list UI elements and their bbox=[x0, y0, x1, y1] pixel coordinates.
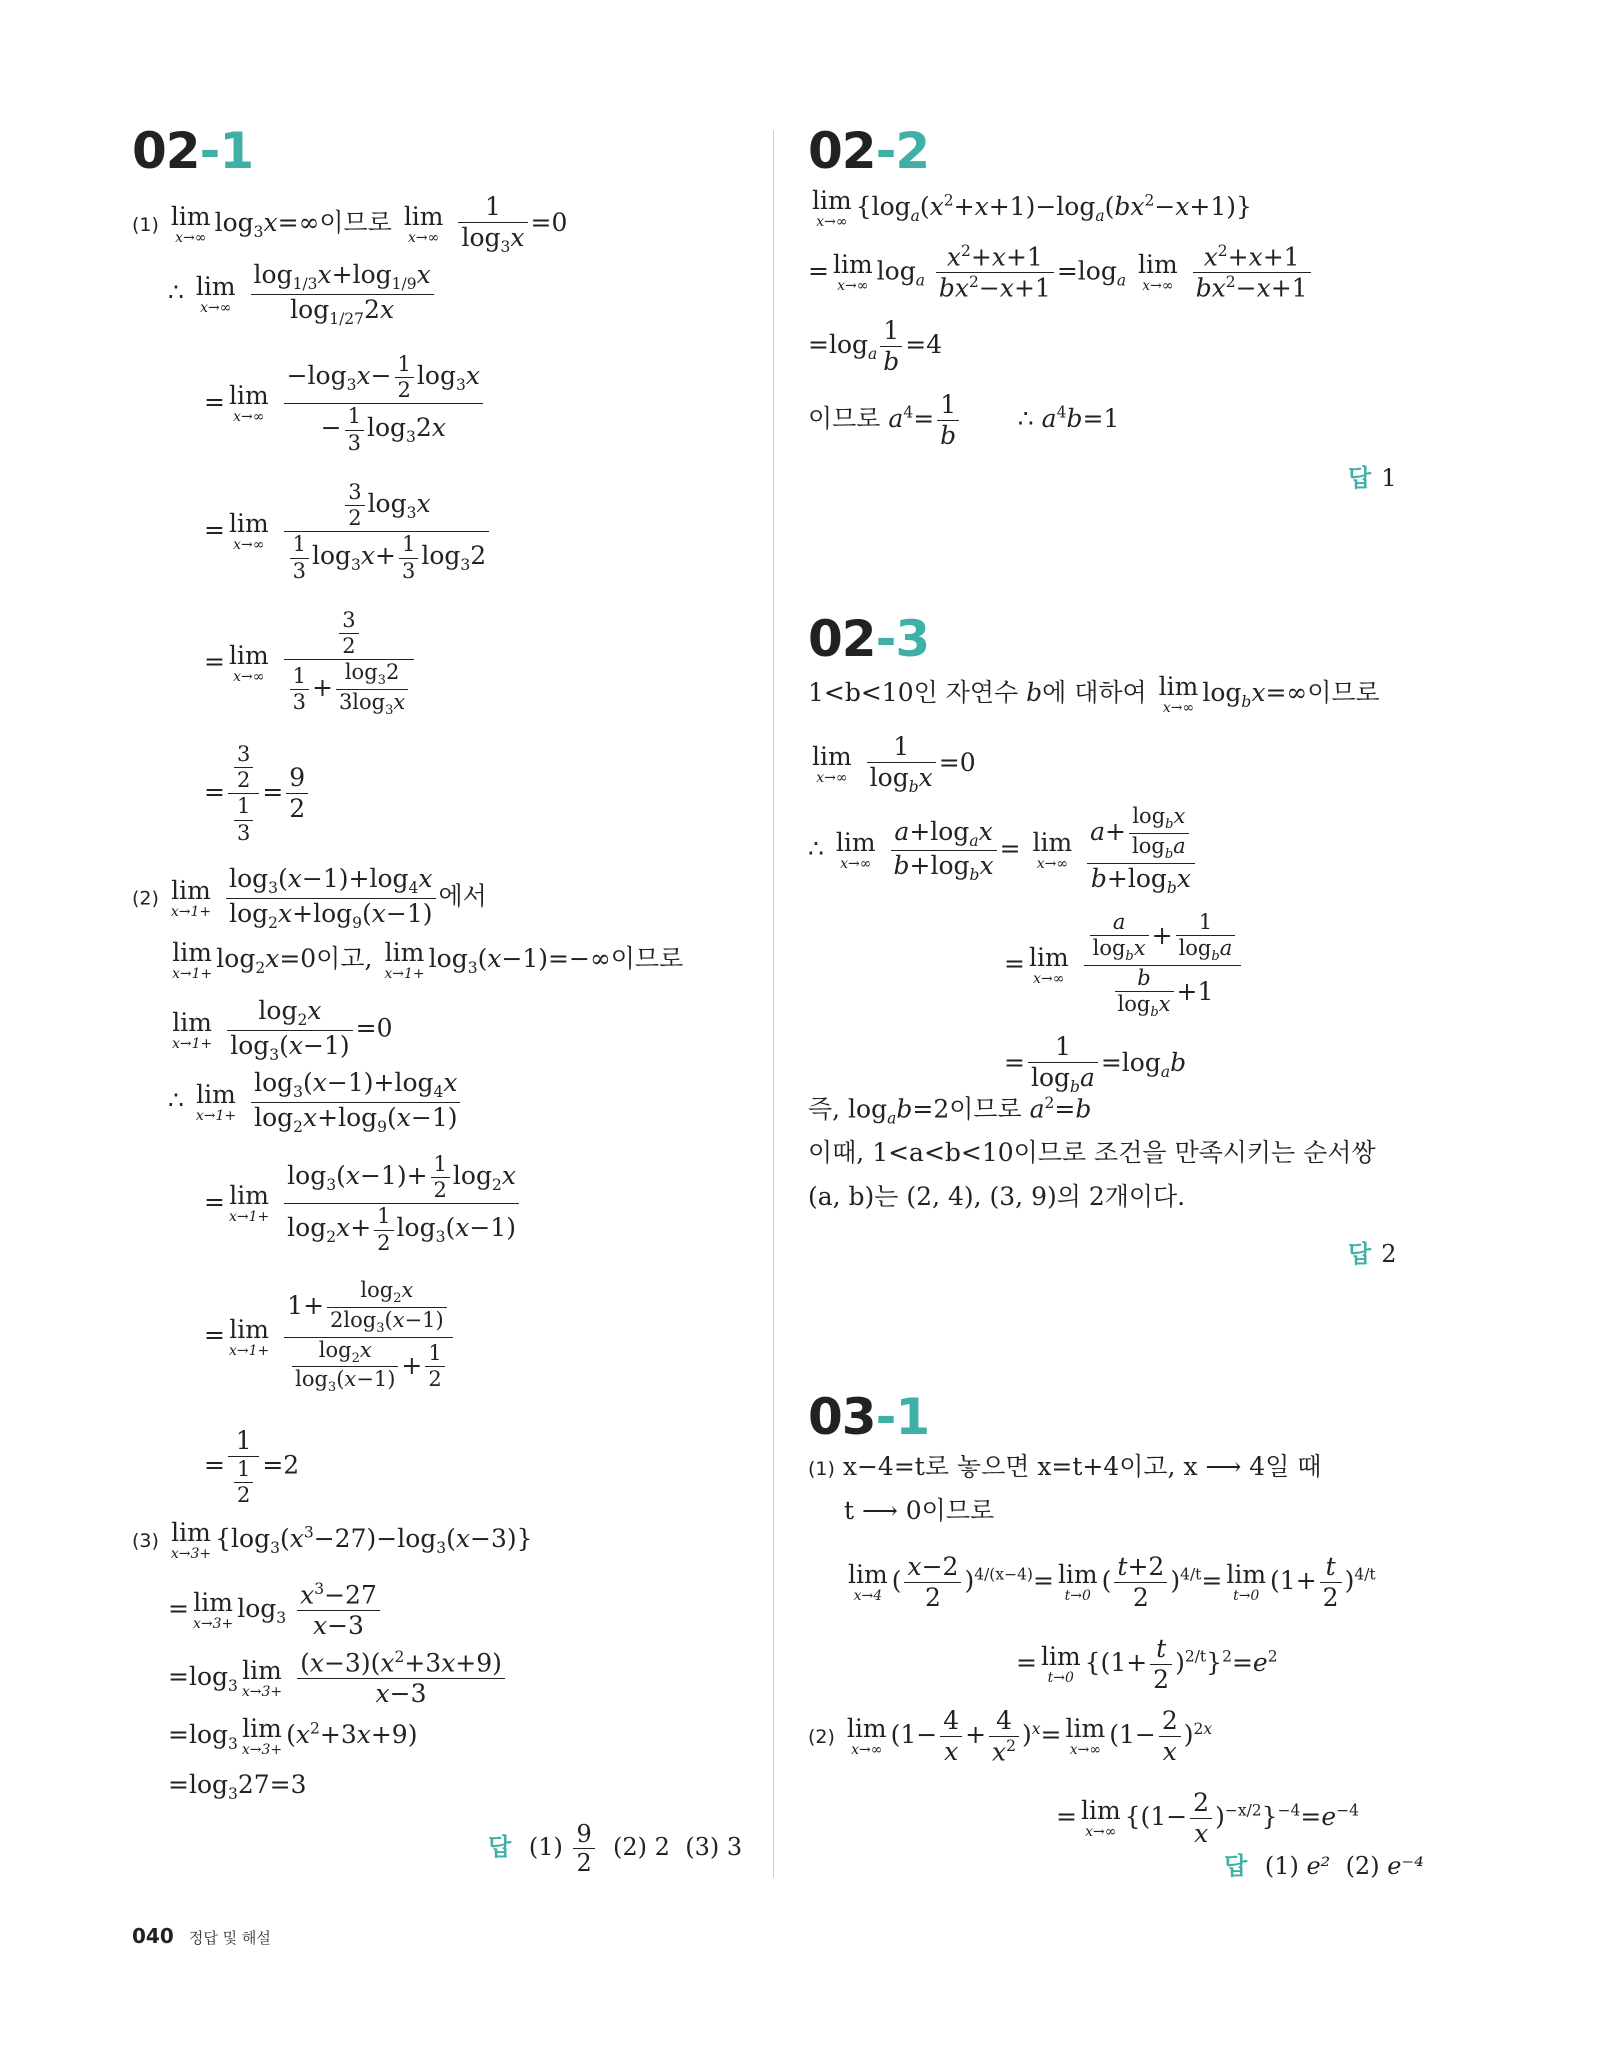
answer-02-1: 답 (1) $\frac{9}{2}$ (2) 2 (3) 3 bbox=[488, 1820, 743, 1877]
s021-p2-line5: = lim x→1+ $\log_3(x-1)+$ $\frac{1}{2}$ $\log_2x$ $\log_2x+$ $\frac{1}{2}$ $\log_3(x-1)$ bbox=[204, 1152, 522, 1256]
answer-03-1: 답 (1) e² (2) e⁻⁴ bbox=[1224, 1852, 1424, 1880]
s022-line4: 이므로 $a^4=$ $\frac{1}{b}$ ∴ $a^4b=1$ bbox=[808, 390, 1120, 450]
s021-p3-line4: $=\log_3$ lim x→3+ $(x^2+3x+9)$ bbox=[168, 1714, 418, 1758]
footer-title: 정답 및 해설 bbox=[188, 1929, 271, 1947]
page-number: 040 bbox=[132, 1924, 174, 1948]
s023-line1: 1<b<10인 자연수 b에 대하여 lim x→∞ $\log_bx=\infty$이므로 bbox=[808, 672, 1380, 716]
s031-p1-line3: lim x→4 ( $\frac{x-2}{2}$ )$^{4/(x-4)}$= lim t→0 ( $\frac{t+2}{2}$ )$^{4/t}$= lim t→0 (1+ $\frac{t}{2}$ )$^{4/t}$ bbox=[848, 1552, 1376, 1612]
s031-p2-line1: (2) lim x→∞ (1− $\frac{4}{x}$ + $\frac{4}{x^2}$ )$^x$= lim x→∞ (1− $\frac{2}{x}$ )$^{2x}$ bbox=[808, 1706, 1213, 1767]
section-heading-02-1: 02-1 bbox=[132, 122, 254, 180]
section-heading-02-3: 02-3 bbox=[808, 610, 930, 668]
s031-p1-line4: = lim t→0 {(1+ $\frac{t}{2}$ )$^{2/t}\}^2=e^2$ bbox=[1016, 1634, 1278, 1694]
s022-line1: lim x→∞ $\{\log_a(x^2+x+1)-\log_a(bx^2-x+1)\}$ bbox=[812, 186, 1252, 230]
answer-02-3: 답 2 bbox=[1348, 1240, 1397, 1268]
s021-p2-line3: lim x→1+ $\frac{\log_2x}{\log_3(x-1)}$ =0 bbox=[172, 996, 393, 1064]
s021-p1-line4: = lim x→∞ $\frac{3}{2}$ $\log_3x$ $\frac{1}{3}$ $\log_3x+$ $\frac{1}{3}$ $\log_32$ bbox=[204, 480, 492, 584]
s023-line7: 이때, 1<a<b<10이므로 조건을 만족시키는 순서쌍 bbox=[808, 1138, 1376, 1167]
s023-line5: = $\frac{1}{\log_ba}$ $=\log_ab$ bbox=[1004, 1032, 1187, 1096]
s023-line6: 즉, $\log_ab=2$이므로 $a^2=b$ bbox=[808, 1094, 1092, 1128]
s021-p1-line5: = lim x→∞ $\frac{3}{2}$ $\frac{1}{3}$ + $\frac{\log_32}{3\log_3x}$ bbox=[204, 608, 417, 719]
answer-02-2: 답 1 bbox=[1348, 464, 1397, 492]
s031-p2-line2: = lim x→∞ {(1− $\frac{2}{x}$ )$^{-x/2}\}^{-4}=e^{-4}$ bbox=[1056, 1788, 1360, 1848]
page-footer bbox=[132, 1924, 271, 1948]
column-divider bbox=[773, 130, 774, 1878]
s021-p3-line2: = lim x→3+ $\log_3$ $\frac{x^3-27}{x-3}$ bbox=[168, 1580, 383, 1641]
s021-p2-line6: = lim x→1+ 1+ $\frac{\log_2x}{2\log_3(x-1)}$ $\frac{\log_2x}{\log_3(x-1)}$ + $\frac{1}{2}$ bbox=[204, 1278, 456, 1396]
s021-p3-line5: $=\log_327=3$ bbox=[168, 1770, 307, 1803]
s031-p1-line1: (1) x−4=t로 놓으면 x=t+4이고, x ⟶ 4일 때 bbox=[808, 1452, 1322, 1481]
s022-line3: $=\log_a$ $\frac{1}{b}$ =4 bbox=[808, 316, 943, 376]
s021-p1-line6: = $\frac{\frac{3}{2}}{\frac{1}{3}}$ = $\frac{9}{2}$ bbox=[204, 742, 311, 846]
s031-p1-line2: t ⟶ 0이므로 bbox=[844, 1496, 995, 1525]
s021-p3-line1: (3) lim x→3+ $\{\log_3(x^3-27)-\log_3(x-3)\}$ bbox=[132, 1518, 533, 1562]
s022-line2: = lim x→∞ $\log_a$ $\frac{x^2+x+1}{bx^2-x+1}$ $=\log_a$ lim x→∞ $\frac{x^2+x+1}{bx^2-x+1}$ bbox=[808, 242, 1314, 304]
s021-p3-line3: $=\log_3$ lim x→3+ $\frac{(x-3)(x^2+3x+9)}{x-3}$ bbox=[168, 1648, 508, 1709]
s021-p1-line1: (1) lim x→∞ $\log_3x=\infty$이므로 lim x→∞ $\frac{1}{\log_3x}$ =0 bbox=[132, 192, 568, 256]
section-heading-03-1: 03-1 bbox=[808, 1388, 930, 1446]
s021-p1-line3: = lim x→∞ $-\log_3x-$ $\frac{1}{2}$ $\log_3x$ − $\frac{1}{3}$ $\log_32x$ bbox=[204, 352, 486, 456]
s023-line2: lim x→∞ $\frac{1}{\log_bx}$ =0 bbox=[812, 732, 976, 796]
s021-p2-line4: ∴ lim x→1+ $\frac{\log_3(x-1)+\log_4x}{\log_2x+\log_9(x-1)}$ bbox=[168, 1068, 463, 1136]
s021-p2-line1: (2) lim x→1+ $\frac{\log_3(x-1)+\log_4x}{\log_2x+\log_9(x-1)}$ 에서 bbox=[132, 864, 487, 932]
s021-p2-line7: = $\frac{1}{\frac{1}{2}}$ =2 bbox=[204, 1426, 300, 1508]
s021-p1-line2: ∴ lim x→∞ $\frac{\log_{1/3}x+\log_{1/9}x}{\log_{1/27}2x}$ bbox=[168, 260, 437, 328]
section-heading-02-2: 02-2 bbox=[808, 122, 930, 180]
s021-p2-line2: lim x→1+ $\log_2x=0$이고, lim x→1+ $\log_3(x-1)=-\infty$이므로 bbox=[172, 938, 684, 982]
s023-line8: (a, b)는 (2, 4), (3, 9)의 2개이다. bbox=[808, 1182, 1186, 1211]
s023-line4: = lim x→∞ $\frac{a}{\log_bx}$ + $\frac{1}{\log_ba}$ $\frac{b}{\log_bx}$ +1 bbox=[1004, 910, 1244, 1021]
s023-line3: ∴ lim x→∞ $\frac{a+\log_ax}{b+\log_bx}$ = lim x→∞ a+ $\frac{\log_bx}{\log_ba}$ $b+\log_bx$ bbox=[808, 804, 1198, 897]
